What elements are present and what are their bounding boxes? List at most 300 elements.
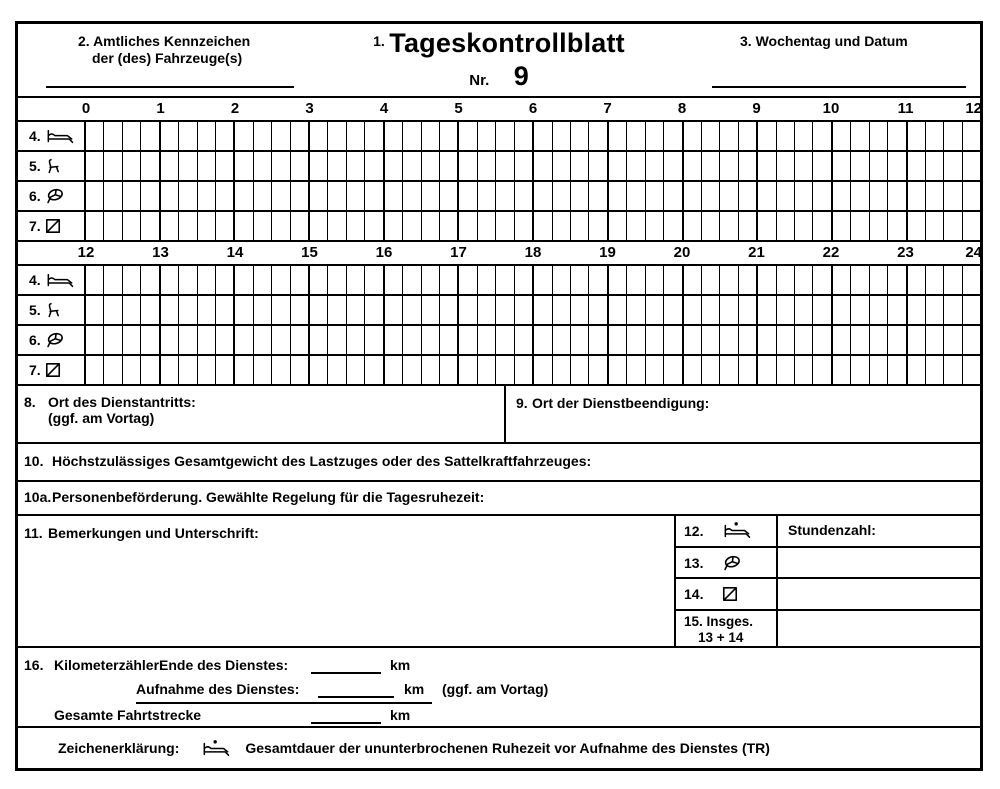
time-cell[interactable]: [439, 326, 457, 354]
time-cell[interactable]: [682, 326, 701, 354]
time-cell[interactable]: [383, 152, 402, 180]
time-cell[interactable]: [346, 266, 364, 294]
time-cell[interactable]: [215, 296, 233, 324]
time-cell[interactable]: [719, 356, 737, 384]
time-cell[interactable]: [943, 212, 961, 240]
time-cell[interactable]: [756, 122, 775, 150]
time-cell[interactable]: [514, 266, 532, 294]
time-cell[interactable]: [495, 212, 513, 240]
time-cell[interactable]: [86, 266, 103, 294]
time-cell[interactable]: [122, 266, 140, 294]
time-cell[interactable]: [701, 152, 719, 180]
time-cell[interactable]: [552, 296, 570, 324]
hours-value-cell[interactable]: [778, 548, 980, 578]
time-cell[interactable]: [588, 326, 606, 354]
time-cell[interactable]: [719, 152, 737, 180]
time-cell[interactable]: [159, 122, 178, 150]
time-cell[interactable]: [215, 122, 233, 150]
time-cell[interactable]: [906, 266, 925, 294]
time-cell[interactable]: [308, 356, 327, 384]
time-cell[interactable]: [86, 152, 103, 180]
time-cell[interactable]: [383, 356, 402, 384]
time-cell[interactable]: [103, 152, 121, 180]
time-cell[interactable]: [532, 326, 551, 354]
time-cell[interactable]: [588, 266, 606, 294]
time-cell[interactable]: [812, 266, 830, 294]
time-cell[interactable]: [682, 356, 701, 384]
time-cell[interactable]: [233, 266, 252, 294]
time-cell[interactable]: [103, 326, 121, 354]
time-cell[interactable]: [607, 266, 626, 294]
time-cell[interactable]: [271, 152, 289, 180]
time-cell[interactable]: [290, 212, 308, 240]
time-cell[interactable]: [738, 212, 756, 240]
time-cell[interactable]: [831, 212, 850, 240]
time-cell[interactable]: [271, 122, 289, 150]
time-cell[interactable]: [943, 266, 961, 294]
field-10a-passenger-transport[interactable]: [18, 482, 980, 516]
time-cell[interactable]: [607, 152, 626, 180]
time-cell[interactable]: [869, 182, 887, 210]
time-cell[interactable]: [421, 152, 439, 180]
time-cell[interactable]: [869, 212, 887, 240]
time-cell[interactable]: [253, 152, 271, 180]
time-cell[interactable]: [719, 182, 737, 210]
time-cell[interactable]: [140, 212, 158, 240]
time-cell[interactable]: [962, 326, 980, 354]
time-cell[interactable]: [327, 122, 345, 150]
time-cell[interactable]: [943, 296, 961, 324]
time-cell[interactable]: [178, 356, 196, 384]
time-cell[interactable]: [215, 266, 233, 294]
time-cell[interactable]: [588, 152, 606, 180]
time-cell[interactable]: [271, 266, 289, 294]
time-cell[interactable]: [290, 296, 308, 324]
time-cell[interactable]: [719, 212, 737, 240]
time-cell[interactable]: [887, 296, 905, 324]
time-cell[interactable]: [812, 152, 830, 180]
time-cell[interactable]: [812, 182, 830, 210]
time-cell[interactable]: [215, 326, 233, 354]
time-cell[interactable]: [812, 122, 830, 150]
time-cell[interactable]: [570, 266, 588, 294]
time-cell[interactable]: [682, 152, 701, 180]
time-cell[interactable]: [86, 356, 103, 384]
time-cell[interactable]: [346, 122, 364, 150]
time-cell[interactable]: [682, 122, 701, 150]
time-cell[interactable]: [738, 296, 756, 324]
time-cell[interactable]: [197, 212, 215, 240]
time-cell[interactable]: [159, 356, 178, 384]
time-cell[interactable]: [626, 152, 644, 180]
time-cell[interactable]: [495, 152, 513, 180]
time-cell[interactable]: [402, 356, 420, 384]
time-cell[interactable]: [233, 152, 252, 180]
time-cell[interactable]: [532, 266, 551, 294]
time-cell[interactable]: [570, 122, 588, 150]
time-cell[interactable]: [439, 296, 457, 324]
time-cell[interactable]: [271, 356, 289, 384]
time-cell[interactable]: [290, 122, 308, 150]
time-cell[interactable]: [645, 182, 663, 210]
time-cell[interactable]: [122, 122, 140, 150]
time-cell[interactable]: [346, 152, 364, 180]
odometer-start-value-line[interactable]: [318, 696, 394, 698]
time-cell[interactable]: [626, 182, 644, 210]
time-cell[interactable]: [588, 212, 606, 240]
time-cell[interactable]: [962, 266, 980, 294]
time-cell[interactable]: [812, 296, 830, 324]
time-cell[interactable]: [906, 356, 925, 384]
time-cell[interactable]: [738, 152, 756, 180]
time-cell[interactable]: [140, 296, 158, 324]
time-cell[interactable]: [925, 152, 943, 180]
time-cell[interactable]: [645, 212, 663, 240]
time-cell[interactable]: [233, 212, 252, 240]
time-cell[interactable]: [477, 152, 495, 180]
time-cell[interactable]: [532, 296, 551, 324]
time-cell[interactable]: [738, 182, 756, 210]
time-cell[interactable]: [197, 356, 215, 384]
time-cell[interactable]: [477, 326, 495, 354]
time-cell[interactable]: [308, 152, 327, 180]
time-cell[interactable]: [439, 122, 457, 150]
time-cell[interactable]: [477, 266, 495, 294]
time-cell[interactable]: [364, 356, 382, 384]
time-cell[interactable]: [290, 266, 308, 294]
time-cell[interactable]: [831, 326, 850, 354]
time-cell[interactable]: [794, 152, 812, 180]
time-cell[interactable]: [383, 122, 402, 150]
time-cell[interactable]: [943, 182, 961, 210]
time-cell[interactable]: [383, 212, 402, 240]
time-cell[interactable]: [682, 212, 701, 240]
time-cell[interactable]: [701, 122, 719, 150]
time-cell[interactable]: [364, 326, 382, 354]
time-cell[interactable]: [663, 326, 681, 354]
time-cell[interactable]: [588, 122, 606, 150]
time-cell[interactable]: [327, 326, 345, 354]
time-cell[interactable]: [552, 356, 570, 384]
time-cell[interactable]: [552, 266, 570, 294]
time-cell[interactable]: [776, 182, 794, 210]
time-cell[interactable]: [327, 266, 345, 294]
time-cell[interactable]: [850, 266, 868, 294]
time-cell[interactable]: [906, 122, 925, 150]
time-cell[interactable]: [776, 326, 794, 354]
time-cell[interactable]: [402, 122, 420, 150]
time-cell[interactable]: [794, 296, 812, 324]
time-cell[interactable]: [457, 122, 476, 150]
time-cell[interactable]: [626, 296, 644, 324]
time-cell[interactable]: [552, 212, 570, 240]
time-cell[interactable]: [701, 212, 719, 240]
time-cell[interactable]: [215, 356, 233, 384]
time-cell[interactable]: [738, 326, 756, 354]
time-cell[interactable]: [925, 326, 943, 354]
field-9-duty-end-location[interactable]: [506, 386, 980, 442]
time-cell[interactable]: [607, 182, 626, 210]
time-cell[interactable]: [719, 266, 737, 294]
time-cell[interactable]: [794, 326, 812, 354]
time-cell[interactable]: [682, 296, 701, 324]
time-cell[interactable]: [308, 266, 327, 294]
field-11-remarks-signature[interactable]: [18, 516, 676, 646]
time-cell[interactable]: [383, 326, 402, 354]
time-cell[interactable]: [290, 326, 308, 354]
time-cell[interactable]: [756, 326, 775, 354]
time-cell[interactable]: [663, 356, 681, 384]
time-cell[interactable]: [906, 152, 925, 180]
time-cell[interactable]: [495, 122, 513, 150]
time-cell[interactable]: [327, 296, 345, 324]
time-cell[interactable]: [421, 212, 439, 240]
time-cell[interactable]: [364, 266, 382, 294]
time-cell[interactable]: [253, 356, 271, 384]
time-cell[interactable]: [495, 182, 513, 210]
time-cell[interactable]: [943, 122, 961, 150]
time-cell[interactable]: [290, 182, 308, 210]
time-cell[interactable]: [271, 326, 289, 354]
time-cell[interactable]: [308, 212, 327, 240]
time-cell[interactable]: [812, 326, 830, 354]
time-cell[interactable]: [421, 326, 439, 354]
time-cell[interactable]: [421, 122, 439, 150]
time-cell[interactable]: [645, 296, 663, 324]
time-cell[interactable]: [532, 122, 551, 150]
time-cell[interactable]: [457, 182, 476, 210]
time-cell[interactable]: [887, 326, 905, 354]
weekday-date-write-line[interactable]: [712, 86, 966, 88]
time-cell[interactable]: [869, 326, 887, 354]
time-cell[interactable]: [457, 326, 476, 354]
time-cell[interactable]: [532, 152, 551, 180]
time-cell[interactable]: [850, 212, 868, 240]
time-cell[interactable]: [514, 182, 532, 210]
time-cell[interactable]: [402, 152, 420, 180]
time-cell[interactable]: [532, 356, 551, 384]
time-cell[interactable]: [663, 122, 681, 150]
time-cell[interactable]: [159, 152, 178, 180]
time-cell[interactable]: [645, 326, 663, 354]
total-distance-value-line[interactable]: [311, 722, 381, 724]
time-cell[interactable]: [514, 326, 532, 354]
time-cell[interactable]: [794, 212, 812, 240]
time-cell[interactable]: [962, 356, 980, 384]
time-cell[interactable]: [570, 356, 588, 384]
vehicle-plate-write-line[interactable]: [46, 86, 294, 88]
time-cell[interactable]: [906, 326, 925, 354]
time-cell[interactable]: [925, 296, 943, 324]
time-cell[interactable]: [701, 296, 719, 324]
time-cell[interactable]: [831, 266, 850, 294]
time-cell[interactable]: [831, 182, 850, 210]
time-cell[interactable]: [869, 122, 887, 150]
time-cell[interactable]: [477, 296, 495, 324]
time-cell[interactable]: [178, 152, 196, 180]
time-cell[interactable]: [159, 266, 178, 294]
time-cell[interactable]: [253, 182, 271, 210]
time-cell[interactable]: [663, 296, 681, 324]
time-cell[interactable]: [514, 356, 532, 384]
hours-count-label[interactable]: Stundenzahl:: [788, 522, 876, 538]
time-cell[interactable]: [850, 182, 868, 210]
time-cell[interactable]: [645, 152, 663, 180]
time-cell[interactable]: [122, 212, 140, 240]
time-cell[interactable]: [233, 326, 252, 354]
time-cell[interactable]: [812, 212, 830, 240]
time-cell[interactable]: [122, 296, 140, 324]
time-cell[interactable]: [103, 182, 121, 210]
time-cell[interactable]: [831, 152, 850, 180]
time-cell[interactable]: [86, 296, 103, 324]
time-cell[interactable]: [962, 296, 980, 324]
time-cell[interactable]: [552, 122, 570, 150]
time-cell[interactable]: [869, 266, 887, 294]
time-cell[interactable]: [776, 152, 794, 180]
time-cell[interactable]: [738, 266, 756, 294]
time-cell[interactable]: [794, 122, 812, 150]
time-cell[interactable]: [197, 182, 215, 210]
time-cell[interactable]: [253, 122, 271, 150]
time-cell[interactable]: [215, 152, 233, 180]
time-cell[interactable]: [233, 356, 252, 384]
time-cell[interactable]: [906, 212, 925, 240]
time-cell[interactable]: [327, 152, 345, 180]
time-cell[interactable]: [197, 326, 215, 354]
time-cell[interactable]: [103, 356, 121, 384]
time-cell[interactable]: [906, 182, 925, 210]
time-cell[interactable]: [701, 326, 719, 354]
time-cell[interactable]: [421, 356, 439, 384]
time-cell[interactable]: [943, 356, 961, 384]
time-cell[interactable]: [233, 296, 252, 324]
time-cell[interactable]: [962, 182, 980, 210]
time-cell[interactable]: [457, 212, 476, 240]
time-cell[interactable]: [906, 296, 925, 324]
time-cell[interactable]: [570, 182, 588, 210]
time-cell[interactable]: [215, 212, 233, 240]
time-cell[interactable]: [364, 212, 382, 240]
time-cell[interactable]: [197, 152, 215, 180]
time-cell[interactable]: [290, 356, 308, 384]
time-cell[interactable]: [756, 296, 775, 324]
time-cell[interactable]: [776, 356, 794, 384]
time-cell[interactable]: [645, 266, 663, 294]
time-cell[interactable]: [364, 182, 382, 210]
time-cell[interactable]: [925, 212, 943, 240]
time-cell[interactable]: [477, 356, 495, 384]
time-cell[interactable]: [439, 212, 457, 240]
time-cell[interactable]: [887, 122, 905, 150]
time-cell[interactable]: [327, 212, 345, 240]
time-cell[interactable]: [140, 326, 158, 354]
time-cell[interactable]: [756, 182, 775, 210]
time-cell[interactable]: [439, 152, 457, 180]
time-cell[interactable]: [308, 296, 327, 324]
time-cell[interactable]: [831, 296, 850, 324]
time-cell[interactable]: [253, 296, 271, 324]
time-cell[interactable]: [663, 152, 681, 180]
time-cell[interactable]: [831, 122, 850, 150]
time-cell[interactable]: [794, 356, 812, 384]
time-cell[interactable]: [514, 212, 532, 240]
time-cell[interactable]: [850, 356, 868, 384]
time-cell[interactable]: [86, 212, 103, 240]
time-cell[interactable]: [514, 296, 532, 324]
time-cell[interactable]: [738, 356, 756, 384]
time-cell[interactable]: [570, 296, 588, 324]
time-cell[interactable]: [178, 182, 196, 210]
field-8-duty-start-location[interactable]: [18, 386, 506, 442]
time-cell[interactable]: [887, 356, 905, 384]
time-cell[interactable]: [308, 326, 327, 354]
time-cell[interactable]: [140, 152, 158, 180]
time-cell[interactable]: [607, 122, 626, 150]
time-cell[interactable]: [253, 212, 271, 240]
time-cell[interactable]: [943, 152, 961, 180]
time-cell[interactable]: [197, 122, 215, 150]
time-cell[interactable]: [663, 266, 681, 294]
time-cell[interactable]: [943, 326, 961, 354]
time-cell[interactable]: [514, 152, 532, 180]
time-cell[interactable]: [402, 266, 420, 294]
time-cell[interactable]: [962, 122, 980, 150]
time-cell[interactable]: [383, 296, 402, 324]
time-cell[interactable]: [925, 266, 943, 294]
time-cell[interactable]: [457, 152, 476, 180]
time-cell[interactable]: [812, 356, 830, 384]
time-cell[interactable]: [962, 212, 980, 240]
time-cell[interactable]: [477, 212, 495, 240]
time-cell[interactable]: [197, 266, 215, 294]
time-cell[interactable]: [626, 326, 644, 354]
time-cell[interactable]: [140, 182, 158, 210]
time-cell[interactable]: [421, 266, 439, 294]
time-cell[interactable]: [869, 356, 887, 384]
time-cell[interactable]: [364, 122, 382, 150]
time-cell[interactable]: [402, 212, 420, 240]
time-cell[interactable]: [159, 212, 178, 240]
time-cell[interactable]: [626, 266, 644, 294]
time-cell[interactable]: [103, 122, 121, 150]
time-cell[interactable]: [178, 212, 196, 240]
time-cell[interactable]: [756, 266, 775, 294]
time-cell[interactable]: [682, 182, 701, 210]
time-cell[interactable]: [86, 182, 103, 210]
time-cell[interactable]: [233, 182, 252, 210]
time-cell[interactable]: [532, 182, 551, 210]
time-cell[interactable]: [402, 326, 420, 354]
time-cell[interactable]: [122, 326, 140, 354]
time-cell[interactable]: [439, 356, 457, 384]
time-cell[interactable]: [346, 212, 364, 240]
time-cell[interactable]: [607, 296, 626, 324]
time-cell[interactable]: [887, 212, 905, 240]
time-cell[interactable]: [178, 266, 196, 294]
time-cell[interactable]: [588, 356, 606, 384]
time-cell[interactable]: [308, 122, 327, 150]
time-cell[interactable]: [756, 356, 775, 384]
odometer-end-value-line[interactable]: [311, 672, 381, 674]
time-cell[interactable]: [178, 326, 196, 354]
time-cell[interactable]: [552, 182, 570, 210]
time-cell[interactable]: [103, 296, 121, 324]
time-cell[interactable]: [925, 182, 943, 210]
time-cell[interactable]: [719, 296, 737, 324]
time-cell[interactable]: [607, 212, 626, 240]
time-cell[interactable]: [663, 182, 681, 210]
